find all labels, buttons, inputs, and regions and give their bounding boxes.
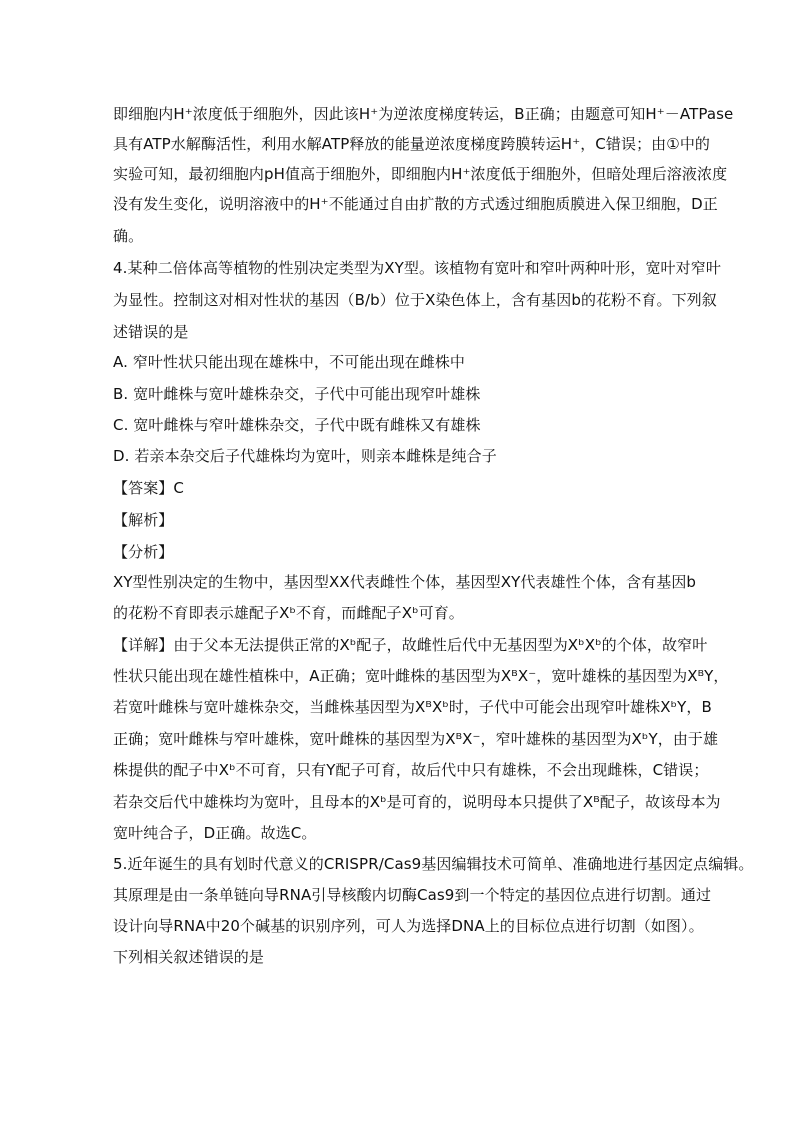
detail-paragraph: 【详解】由于父本无法提供正常的Xᵇ配子，故雌性后代中无基因型为XᵇXᵇ的个体，故窄叶 [113, 636, 708, 654]
text-line: 述错误的是 [113, 323, 189, 341]
option-c: C. 宽叶雌株与窄叶雄株杂交，子代中既有雌株又有雄株 [113, 416, 481, 434]
text-line: 性状只能出现在雄性植株中，A正确；宽叶雌株的基因型为XᴮX⁻，宽叶雄株的基因型为XᴮY， [113, 667, 729, 685]
text-line: 实验可知，最初细胞内pH值高于细胞外，即细胞内H⁺浓度低于细胞外，但暗处理后溶液浓度 [113, 165, 728, 183]
text-line: 为显性。控制这对相对性状的基因（B/b）位于X染色体上，含有基因b的花粉不育。下列叙 [113, 291, 717, 309]
text-line: 确。 [113, 227, 144, 245]
text-line: 株提供的配子中Xᵇ不可育，只有Y配子可育，故后代中只有雄株，不会出现雌株，C错误； [113, 761, 709, 779]
question-5-stem: 5.近年诞生的具有划时代意义的CRISPR/Cas9基因编辑技术可简单、准确地进行基因定点编辑。 [113, 855, 754, 873]
text-line: 即细胞内H⁺浓度低于细胞外，因此该H⁺为逆浓度梯度转运，B正确；由题意可知H⁺－ATPase [113, 105, 734, 123]
text-line: 设计向导RNA中20个碱基的识别序列，可人为选择DNA上的目标位点进行切割（如图）。 [113, 917, 704, 935]
text-line: 若杂交后代中雄株均为宽叶，且母本的Xᵇ是可育的，说明母本只提供了Xᴮ配子，故该母本为 [113, 793, 721, 811]
option-d: D. 若亲本杂交后子代雄株均为宽叶，则亲本雌株是纯合子 [113, 447, 497, 465]
text-line: 没有发生变化，说明溶液中的H⁺不能通过自由扩散的方式透过细胞质膜进入保卫细胞，D正 [113, 195, 718, 213]
section-heading: 【分析】 [113, 543, 174, 561]
answer-label: 【答案】C [113, 479, 184, 497]
text-line: XY型性别决定的生物中，基因型XX代表雌性个体，基因型XY代表雄性个体，含有基因b [113, 573, 697, 591]
text-line: 正确；宽叶雌株与窄叶雄株，宽叶雌株的基因型为XᴮX⁻，窄叶雄株的基因型为XᵇY，由于雄 [113, 730, 719, 748]
analysis-label: 【解析】 [113, 511, 174, 529]
text-line: 具有ATP水解酶活性，利用水解ATP释放的能量逆浓度梯度跨膜转运H⁺，C错误；由①中的 [113, 135, 711, 153]
text-line: 的花粉不育即表示雄配子Xᵇ不育，而雌配子Xᵇ可育。 [113, 604, 464, 622]
text-line: 宽叶纯合子，D正确。故选C。 [113, 824, 317, 842]
option-b: B. 宽叶雌株与宽叶雄株杂交，子代中可能出现窄叶雄株 [113, 385, 481, 403]
text-line: 下列相关叙述错误的是 [113, 948, 265, 966]
text-line: 若宽叶雌株与宽叶雄株杂交，当雌株基因型为XᴮXᵇ时，子代中可能会出现窄叶雄株XᵇY，B [113, 698, 712, 716]
option-a: A. 窄叶性状只能出现在雄株中，不可能出现在雌株中 [113, 353, 466, 371]
question-4-stem: 4.某种二倍体高等植物的性别决定类型为XY型。该植物有宽叶和窄叶两种叶形，宽叶对窄叶 [113, 259, 721, 277]
text-line: 其原理是由一条单链向导RNA引导核酸内切酶Cas9到一个特定的基因位点进行切割。通过 [113, 886, 712, 904]
